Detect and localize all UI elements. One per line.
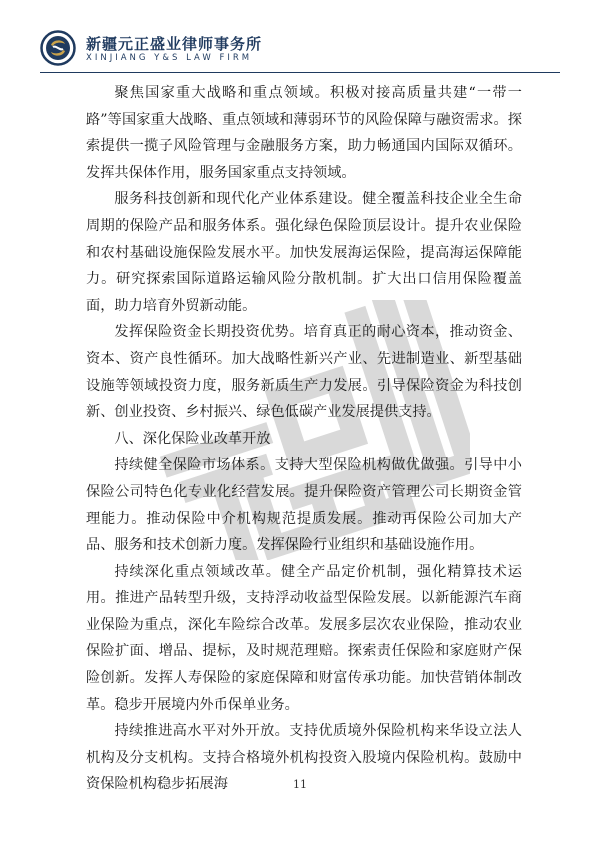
section-heading: 八、深化保险业改革开放: [114, 430, 271, 447]
firm-name-english: XINJIANG Y&S LAW FIRM: [86, 53, 253, 63]
paragraph-key-reforms: 持续深化重点领域改革。健全产品定价机制，强化精算技术运用。推进产品转型升级，支持浮动收益型保险发展。以新能源汽车商业保险为重点，深化车险综合改革。发展多层次农业保险，推动农业保险扩面、增品、提标，及时规范理赔。探索责任保险和家庭财产保险创新。发挥人寿保险的家庭保障和财富传承功能。加快营销体制改革。稳步开展境内外币保单业务。: [86, 563, 522, 713]
paragraph-opening-up: 持续推进高水平对外开放。支持优质境外保险机构来华设立法人机构及分支机构。支持合格境外机构投资入股境内保险机构。鼓励中资保险机构稳步拓展海: [86, 723, 522, 793]
paragraph-long-term-investment: 发挥保险资金长期投资优势。培育真正的耐心资本，推动资金、资本、资产良性循环。加大战略性新兴产业、先进制造业、新型基础设施等领域投资力度，服务新质生产力发展。引导保险资金为科技创新、创业投资、乡村振兴、绿色低碳产业发展提供支持。: [86, 324, 522, 421]
firm-name-chinese: 新疆元正盛业律师事务所: [86, 35, 263, 53]
paragraph-national-strategy: 聚焦国家重大战略和重点领域。积极对接高质量共建“一带一路”等国家重大战略、重点领域和薄弱环节的风险保障与融资需求。探索提供一揽子风险管理与金融服务方案，助力畅通国内国际双循环。发挥共保体作用，服务国家重点支持领域。: [86, 85, 522, 181]
page-header: [40, 28, 560, 72]
document-body: [86, 80, 522, 798]
header-divider: [40, 72, 560, 73]
paragraph-market-system: 持续健全保险市场体系。支持大型保险机构做优做强。引导中小保险公司特色化专业化经营发展。提升保险资产管理公司长期资金管理能力。推动保险中介机构规范提质发展。推动再保险公司加大产品、服务和技术创新力度。发挥保险行业组织和基础设施作用。: [86, 457, 522, 554]
page-number: 11: [293, 778, 307, 791]
firm-logo-icon: [40, 30, 76, 66]
paragraph-tech-innovation: 服务科技创新和现代化产业体系建设。健全覆盖科技企业全生命周期的保险产品和服务体系。强化绿色保险顶层设计。提升农业保险和农村基础设施保险发展水平。加快发展海运保险，提高海运保障能力。研究探索国际道路运输风险分散机制。扩大出口信用保险覆盖面，助力培育外贸新动能。: [86, 191, 522, 314]
